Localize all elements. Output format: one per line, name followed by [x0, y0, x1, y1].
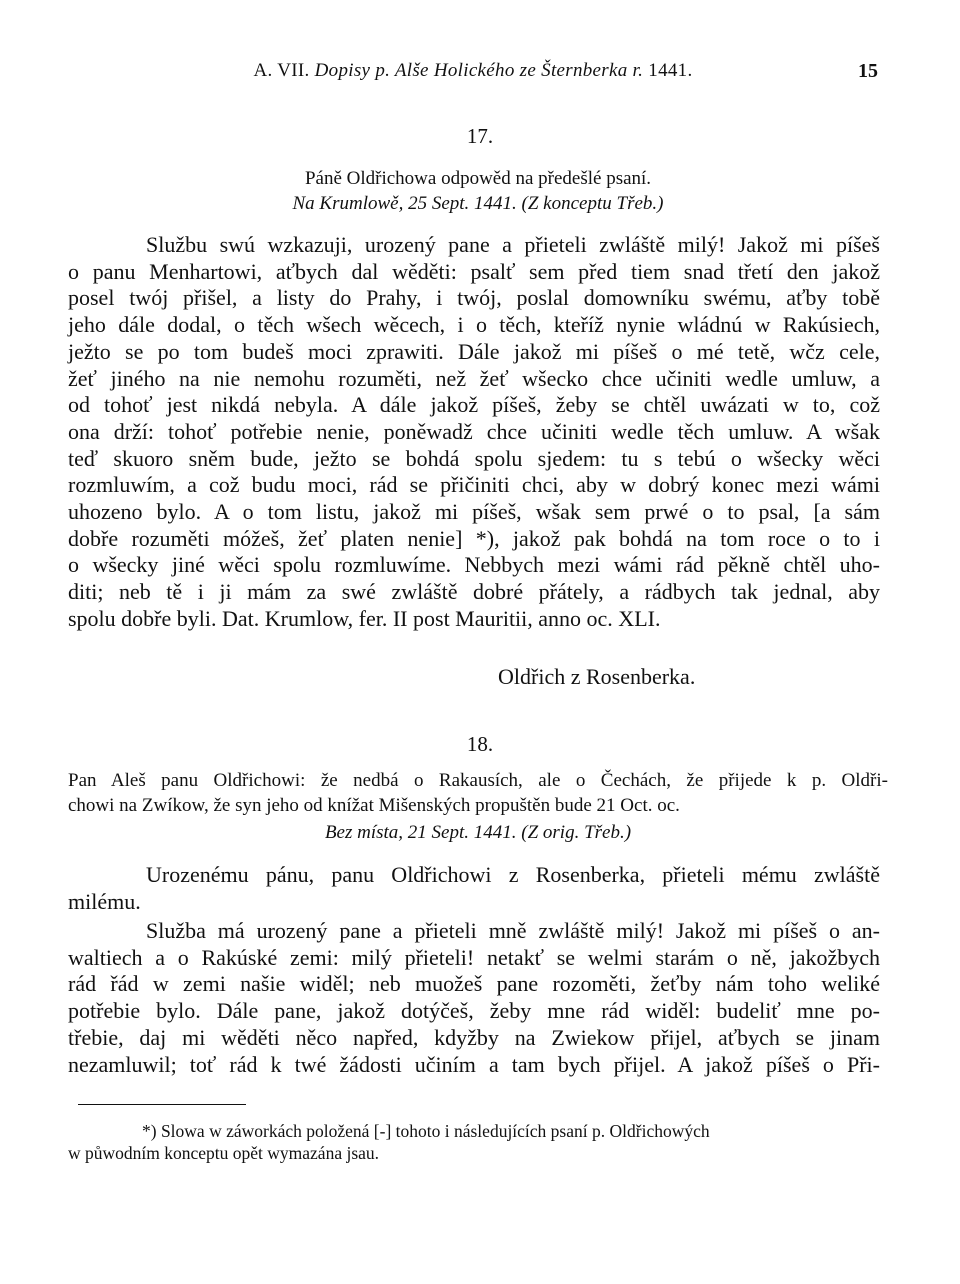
- letter-18-address: [68, 862, 880, 915]
- text-line: ježto se po tom budeš moci zprawiti. Dále jakož mi píšeš o mé tetě, wčz cele,: [68, 338, 880, 364]
- footnote-line: w půwodním konceptu opět wymazána jsau.: [68, 1143, 380, 1163]
- summary-line: chowi na Zwíkow, že syn jeho od knížat Mišenských propuštěn bude 21 Oct. oc.: [68, 795, 680, 816]
- text-line: milému.: [68, 888, 141, 914]
- letter-18-body: [68, 918, 880, 1078]
- header-title: [68, 60, 878, 82]
- text-line: nezamluwil; toť rád k twé žádosti učiním a tam bych přijel. A jakož píšeš o Při-: [68, 1051, 880, 1077]
- header-year: 1441.: [648, 60, 693, 81]
- text-line: od tohoť jest nikdá nebyla. A dále jakož píšeš, žeby se chtěl uwázati w to, což: [68, 392, 880, 418]
- letter-18-dateline: Bez místa, 21 Sept. 1441. (Z orig. Třeb.): [324, 822, 632, 843]
- summary-line: Pan Aleš panu Oldřichowi: že nedbá o Rakausích, ale o Čechách, že přijede k p. Oldři-: [68, 770, 888, 791]
- text-line: žeť jiného na nie nemohu rozuměti, než žeť wšecko chce učiniti wedle umluw, a: [68, 365, 880, 391]
- letter-17-summary: Páně Oldřichowa odpowěd na předešlé psaní.: [304, 168, 652, 189]
- text-line: rozmluwím, a což budu moci, rád se přičiniti chci, aby w dobrý konec mezi wámi: [68, 472, 880, 498]
- footnote-line: *) Slowa w záworkách položená [-] tohoto i následujících psaní p. Oldřichowých: [142, 1121, 710, 1141]
- footnote: [68, 1120, 880, 1164]
- text-line: posel twój přišel, a listy do Prahy, i twój, poslal domowníku swému, aťby tobě: [68, 285, 880, 311]
- text-line: třebie, daj mi wěděti něco napřed, kdyžby na Zwiekow přijel, aťbych se jinam: [68, 1024, 880, 1050]
- text-line: Služba má urozený pane a přieteli mně zwláště milý! Jakož mi píšeš o an-: [146, 918, 880, 943]
- running-header: [68, 60, 878, 90]
- letter-18-number: 18.: [466, 732, 494, 756]
- text-line: spolu dobře byli. Dat. Krumlow, fer. II post Mauritii, anno oc. XLI.: [68, 605, 661, 631]
- text-line: o wšecky jiné wěci spolu rozmluwíme. Nebbych mezi wámi rád pěkně chtěl uho-: [68, 552, 880, 578]
- page-number: 15: [858, 60, 878, 82]
- header-section: A. VII.: [253, 60, 310, 81]
- text-line: ona drží: tohoť potřebie nenie, poněwadž chce učiniti wedle těch umluw. A wšak: [68, 418, 880, 444]
- text-line: uhozeno bylo. A o tom listu, jakož mi píšeš, wšak sem prwé o to psal, [a sám: [68, 499, 880, 525]
- text-line: dobře rozuměti móžeš, žeť platen nenie] *), jakož pak bohdá na tom roce o to i: [68, 525, 880, 551]
- letter-17-body: [68, 232, 880, 633]
- text-line: Urozenému pánu, panu Oldřichowi z Rosenberka, přieteli mému zwláště: [146, 862, 880, 887]
- text-line: potřebie bylo. Dále pane, jakož dotýčeš, žeby mne rád widěl: budeliť mne po-: [68, 998, 880, 1024]
- text-line: jeho dále dodal, o těch wšech wěcech, i o těch, kteříž nynie wládnú w Rakúsiech,: [68, 312, 880, 338]
- header-title-italic: Dopisy p. Alše Holického ze Šternberka r.: [314, 60, 644, 81]
- text-line: Službu swú wzkazuji, urozený pane a přieteli zwláště milý! Jakož mi píšeš: [146, 232, 880, 257]
- letter-17-signature: Oldřich z Rosenberka.: [498, 664, 696, 689]
- text-line: o panu Menhartowi, aťbych dal wěděti: psalť sem před tiem snad třetí den jakož: [68, 258, 880, 284]
- text-line: teď skuoro sněm bude, ježto se bohdá spolu sjedem: tu s tebú o wšecky wěci: [68, 445, 880, 471]
- text-line: waltiech a o Rakúské zemi: milý přieteli! netakť se welmi starám o ně, jakožbych: [68, 944, 880, 970]
- letter-17-dateline: Na Krumlowě, 25 Sept. 1441. (Z konceptu Třeb.): [292, 193, 664, 214]
- letter-18-summary: [68, 768, 888, 818]
- letter-17-number: 17.: [466, 124, 494, 148]
- text-line: rád řád w zemi našie widěl; neb muožeš pane rozoměti, žeťby nám toho weliké: [68, 971, 880, 997]
- footnote-rule: [78, 1104, 246, 1105]
- text-line: diti; neb tě i ji mám za swé zwláště dobré přátely, a rádbych tak jednal, aby: [68, 579, 880, 605]
